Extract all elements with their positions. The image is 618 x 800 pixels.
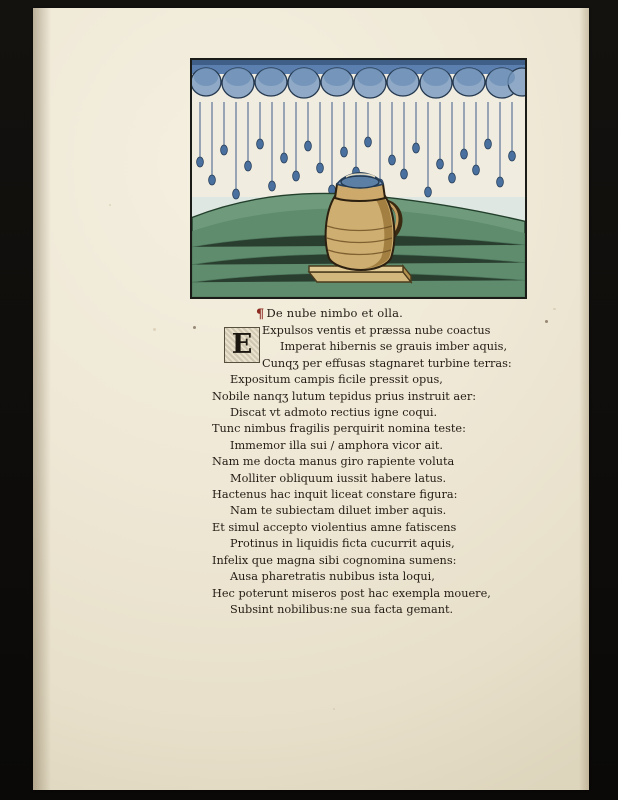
poem-line: Et simul accepto violentius amne fatiscens [212, 520, 457, 534]
paper-speck [553, 308, 556, 310]
page-gutter-shadow [33, 8, 51, 790]
text-block [208, 306, 538, 618]
poem-heading [256, 306, 538, 321]
poem-body [208, 323, 538, 618]
poem-line: Cunqʒ per effusas stagnaret turbine terras: [262, 356, 512, 370]
page-edge-shadow [579, 8, 589, 790]
clay-jug-on-board-icon [299, 154, 419, 289]
poem-line: Discat vt admoto rectius igne coqui. [230, 406, 438, 420]
paper-speck [333, 708, 335, 710]
poem-line: Tunc nimbus fragilis perquirit nomina teste: [212, 422, 466, 436]
poem-line: Hactenus hac inquit liceat constare figura: [212, 488, 458, 502]
ink-blot [193, 326, 196, 329]
poem-line: Molliter obliquum iussit habere latus. [230, 471, 447, 485]
poem-line: Infelix que magna sibi cognomina sumens: [212, 553, 457, 567]
poem-line: Nam me docta manus giro rapiente voluta [212, 455, 455, 469]
poem-line: Expulsos ventis et præssa nube coactus [262, 324, 491, 337]
paper-speck [109, 204, 111, 206]
ink-blot [545, 320, 548, 323]
poem-line: Subsint nobilibus:ne sua facta gemant. [230, 602, 454, 616]
paper-speck [153, 328, 156, 331]
poem-heading-text: De nube nimbo et olla. [266, 306, 404, 320]
poem-line: Immemor illa sui / amphora vicor ait. [230, 438, 443, 452]
poem-line: Expositum campis ficile pressit opus, [230, 373, 443, 387]
poem-line: Nobile nanqʒ lutum tepidus prius instruit aer: [212, 389, 477, 403]
drop-cap: E [224, 327, 260, 363]
scalloped-cloud-band-icon [192, 60, 525, 106]
poem-line: Ausa pharetratis nubibus ista loqui, [230, 570, 435, 584]
pilcrow-icon: ¶ [256, 307, 265, 322]
poem-line: Nam te subiectam diluet imber aquis. [230, 504, 447, 518]
poem-line: Hec poterunt miseros post hac exempla mouere, [212, 586, 491, 600]
poem-line: Imperat hibernis se grauis imber aquis, [280, 340, 508, 354]
woodcut-illustration [190, 58, 527, 299]
poem-line: Protinus in liquidis ficta cucurrit aquis, [230, 537, 455, 551]
paper-leaf [33, 8, 589, 790]
